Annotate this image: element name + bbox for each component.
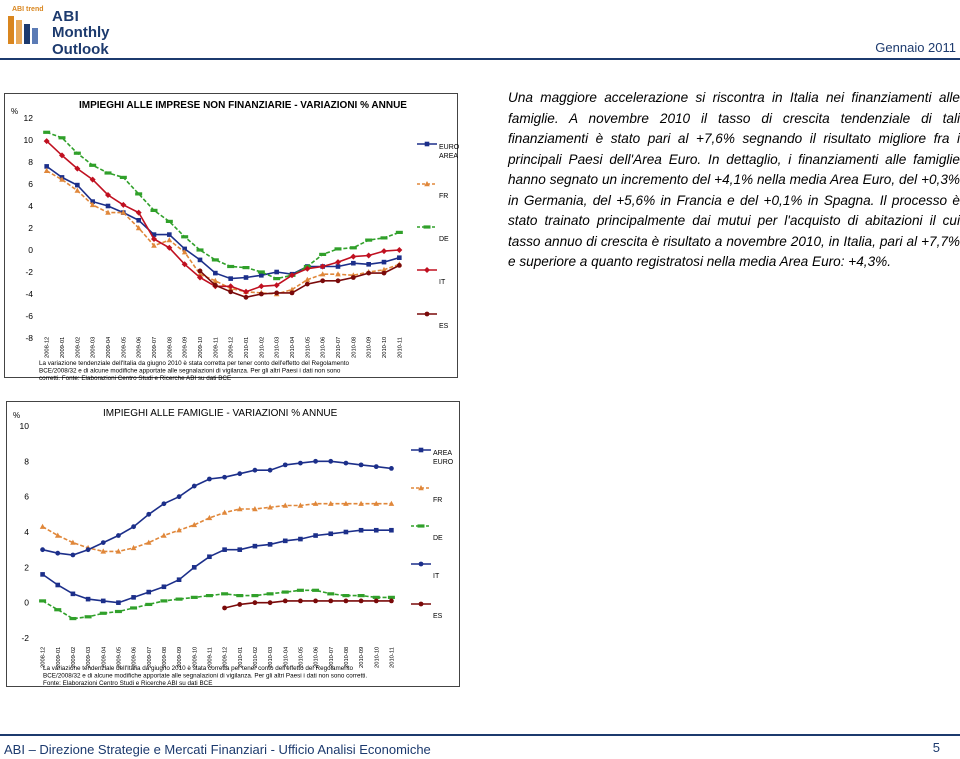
chart-title: IMPIEGHI ALLE FAMIGLIE - VARIAZIONI % ANNUE	[103, 408, 338, 419]
data-point	[115, 610, 122, 613]
data-point	[177, 494, 182, 499]
y-tick-label: 2	[24, 562, 29, 573]
x-tick-label: 2009-02	[70, 646, 77, 668]
data-point	[297, 589, 304, 592]
x-tick-label: 2010-02	[252, 646, 259, 668]
x-tick-label: 2010-05	[305, 336, 312, 358]
series-group	[40, 528, 393, 605]
data-point	[55, 551, 60, 556]
data-point	[228, 276, 233, 281]
data-point	[397, 263, 402, 268]
series-line	[47, 166, 400, 278]
data-point	[389, 466, 394, 471]
series-line	[43, 504, 392, 552]
data-point	[366, 253, 372, 259]
y-tick-label: 2	[28, 223, 33, 233]
data-point	[359, 462, 364, 467]
x-tick-label: 2009-08	[167, 336, 174, 358]
data-point	[198, 269, 203, 274]
data-point	[89, 164, 96, 167]
data-point	[54, 608, 61, 611]
data-point	[43, 131, 50, 134]
x-tick-label: 2010-10	[374, 646, 381, 668]
data-point	[100, 612, 107, 615]
data-point	[221, 592, 228, 595]
y-axis-label: %	[13, 411, 21, 420]
data-point	[167, 237, 173, 242]
chart-famiglie-svg	[7, 402, 459, 686]
data-point	[101, 540, 106, 545]
series-line	[47, 132, 400, 278]
legend-label: EURO	[439, 144, 460, 151]
legend-label: ES	[433, 613, 443, 620]
legend-label: AREA	[433, 450, 453, 457]
data-point	[336, 278, 341, 283]
brand-monthly-outlook-label: Monthly Outlook	[52, 24, 110, 58]
data-point	[59, 136, 66, 139]
y-tick-label: -6	[25, 311, 33, 321]
data-point	[328, 459, 333, 464]
y-tick-label: 4	[28, 201, 33, 211]
data-point	[131, 595, 136, 600]
data-point	[258, 283, 264, 289]
x-tick-label: 2010-03	[274, 336, 281, 358]
x-tick-label: 2009-02	[75, 336, 82, 358]
data-point	[381, 236, 388, 239]
data-point	[116, 533, 121, 538]
brand-abi-label: ABI	[52, 8, 80, 25]
data-point	[327, 592, 334, 595]
x-tick-label: 2009-08	[161, 646, 168, 668]
data-point	[86, 547, 91, 552]
data-point	[358, 594, 365, 597]
chart-note: La variazione tendenziale dell'Italia da giugno 2010 è stata corretta per tener conto dell'effetto del Regolamento BCE/2008/32 e di alcune modifiche apportate alle segnalazioni di vigilanza. Per gli altri Paesi i dati non sono corretti. Fonte: Elaborazioni Centro Studi e Ricerche ABI su dati BCE	[43, 665, 368, 687]
data-point	[267, 592, 274, 595]
series-group	[198, 263, 402, 300]
chart-imprese-svg	[5, 94, 460, 382]
y-tick-label: 0	[28, 245, 33, 255]
data-point	[388, 596, 395, 599]
x-tick-label: 2010-09	[366, 336, 373, 358]
data-point	[146, 590, 151, 595]
legend-label: AREA	[439, 153, 459, 160]
y-tick-label: -2	[21, 633, 29, 643]
data-point	[313, 459, 318, 464]
data-point	[206, 594, 213, 597]
x-tick-label: 2010-11	[397, 337, 404, 358]
data-point	[237, 471, 242, 476]
issue-date: Gennaio 2011	[875, 40, 956, 55]
data-point	[166, 220, 173, 223]
x-tick-label: 2009-10	[192, 646, 199, 668]
x-tick-label: 2009-12	[228, 336, 235, 358]
data-point	[319, 253, 326, 256]
data-point	[253, 600, 258, 605]
data-point	[146, 512, 151, 517]
x-tick-label: 2009-09	[182, 336, 189, 358]
data-point	[268, 468, 273, 473]
data-point	[222, 606, 227, 611]
y-tick-label: 10	[19, 421, 29, 431]
x-tick-label: 2009-07	[146, 646, 153, 668]
data-point	[106, 204, 111, 209]
series-line	[43, 530, 392, 603]
data-point	[71, 592, 76, 597]
series-group	[44, 168, 402, 296]
body-paragraph: Una maggiore accelerazione si riscontra in Italia nei finanziamenti alle famiglie. A novembre 2010 il tasso di crescita tendenziale di tali finanziamenti è stato pari al +7,6% segnando il risultato migliore fra i principali Paesi dell'Area Euro. In dettaglio, i finanziamenti alle famiglie hanno segnato un incremento del +4,1% nella media Area Euro, del +0,3% in Germania, del +5,6% in Francia e del +0,1% in Spagna. Il processo è stato trainato principalmente dai mutui per l'acquisto di abitazioni il cui tasso annuo di crescita è risultato a novembre 2010, in Italia, pari al +7,7% e superiore a quanto registratosi nella media Area Euro: +4,3%.	[508, 90, 960, 269]
series-line	[47, 141, 400, 292]
x-tick-label: 2009-05	[121, 336, 128, 358]
data-point	[282, 590, 289, 593]
data-point	[237, 547, 242, 552]
y-axis-label: %	[11, 107, 19, 116]
data-point	[69, 617, 76, 620]
legend-label: IT	[439, 279, 446, 286]
data-point	[253, 468, 258, 473]
x-tick-label: 2010-11	[389, 647, 396, 668]
data-point	[298, 461, 303, 466]
series-line	[225, 601, 392, 608]
legend-label: FR	[439, 193, 449, 200]
x-tick-label: 2010-08	[351, 336, 358, 358]
data-point	[373, 596, 380, 599]
data-point	[344, 599, 349, 604]
data-point	[162, 501, 167, 506]
x-tick-label: 2010-01	[237, 646, 244, 668]
x-tick-label: 2009-01	[60, 336, 66, 358]
y-tick-label: 6	[28, 179, 33, 189]
data-point	[396, 231, 403, 234]
data-point	[328, 531, 333, 536]
data-point	[198, 258, 203, 263]
footer-divider	[0, 734, 960, 736]
legend-label: IT	[433, 573, 440, 580]
series-line	[43, 590, 392, 618]
y-tick-label: -8	[25, 333, 33, 343]
data-point	[344, 530, 349, 535]
data-point	[274, 291, 279, 296]
data-point	[39, 599, 46, 602]
data-point	[55, 583, 60, 588]
data-point	[381, 248, 387, 254]
x-tick-label: 2010-07	[336, 336, 342, 358]
data-point	[74, 152, 81, 155]
data-point	[313, 533, 318, 538]
y-tick-label: 10	[23, 135, 33, 145]
x-tick-label: 2010-08	[343, 646, 350, 668]
data-point	[283, 462, 288, 467]
data-point	[389, 599, 394, 604]
data-point	[259, 273, 264, 278]
data-point	[397, 255, 402, 260]
data-point	[374, 528, 379, 533]
data-point	[71, 553, 76, 558]
data-point	[359, 599, 364, 604]
y-tick-label: 8	[28, 157, 33, 167]
legend-label: DE	[439, 236, 449, 243]
data-point	[268, 600, 273, 605]
data-point	[40, 547, 45, 552]
data-point	[244, 295, 249, 300]
data-point	[130, 606, 137, 609]
x-tick-label: 2010-02	[259, 336, 266, 358]
x-tick-label: 2010-03	[268, 646, 275, 668]
data-point	[85, 615, 92, 618]
data-point	[167, 232, 172, 237]
data-point	[228, 289, 233, 294]
header-divider	[0, 58, 960, 60]
legend-label: FR	[433, 497, 443, 504]
data-point	[268, 542, 273, 547]
data-point	[160, 599, 167, 602]
y-tick-label: 8	[24, 456, 29, 467]
data-point	[222, 510, 228, 515]
x-tick-label: 2010-06	[320, 336, 327, 358]
data-point	[312, 589, 319, 592]
data-point	[75, 183, 80, 188]
data-point	[283, 599, 288, 604]
data-point	[116, 600, 121, 605]
series-group	[222, 599, 394, 611]
page-number: 5	[932, 740, 940, 755]
data-point	[228, 283, 234, 289]
series-group	[39, 589, 395, 620]
data-point	[342, 594, 349, 597]
data-point	[350, 246, 357, 249]
data-point	[101, 599, 106, 604]
data-point	[162, 584, 167, 589]
series-group	[40, 501, 394, 554]
data-point	[177, 577, 182, 582]
brand-small-label: ABI trend	[12, 6, 44, 13]
data-point	[197, 248, 204, 251]
y-tick-label: -4	[25, 289, 33, 299]
data-point	[396, 247, 402, 253]
data-point	[382, 260, 387, 265]
data-point	[151, 209, 158, 212]
data-point	[120, 176, 127, 179]
data-point	[374, 464, 379, 469]
legend-label: ES	[439, 323, 449, 330]
x-tick-label: 2008-12	[44, 336, 51, 358]
y-tick-label: -2	[25, 267, 33, 277]
data-point	[227, 265, 234, 268]
x-tick-label: 2009-06	[131, 646, 138, 668]
data-point	[251, 594, 258, 597]
data-point	[40, 572, 45, 577]
data-point	[131, 524, 136, 529]
y-tick-label: 6	[24, 491, 29, 502]
x-tick-label: 2010-07	[328, 646, 335, 668]
data-point	[207, 477, 212, 482]
data-point	[145, 603, 152, 606]
data-point	[389, 528, 394, 533]
chart-title: IMPIEGHI ALLE IMPRESE NON FINANZIARIE - VARIAZIONI % ANNUE	[79, 100, 407, 111]
data-point	[258, 270, 265, 273]
x-tick-label: 2010-04	[283, 646, 290, 668]
data-point	[176, 598, 183, 601]
x-tick-label: 2010-01	[244, 336, 250, 358]
data-point	[350, 254, 356, 260]
data-point	[305, 282, 310, 287]
y-tick-label: 4	[24, 527, 29, 537]
data-point	[359, 528, 364, 533]
data-point	[213, 283, 218, 288]
data-point	[40, 524, 46, 529]
data-point	[290, 291, 295, 296]
legend-label: DE	[433, 535, 443, 542]
data-point	[335, 247, 342, 250]
x-tick-label: 2009-04	[101, 646, 108, 668]
data-point	[273, 277, 280, 280]
legend-label: EURO	[433, 459, 454, 466]
data-point	[207, 554, 212, 559]
data-point	[222, 475, 227, 480]
x-tick-label: 2009-07	[152, 336, 158, 358]
data-point	[351, 275, 356, 280]
data-point	[191, 596, 198, 599]
x-tick-label: 2009-11	[213, 337, 220, 358]
data-point	[192, 565, 197, 570]
data-point	[161, 533, 167, 538]
x-tick-label: 2009-10	[198, 336, 204, 358]
data-point	[298, 599, 303, 604]
data-point	[244, 275, 249, 280]
data-point	[274, 270, 279, 275]
x-tick-label: 2010-10	[382, 336, 388, 358]
data-point	[389, 501, 395, 506]
footer-text: ABI – Direzione Strategie e Mercati Finanziari - Ufficio Analisi Economiche	[4, 742, 431, 757]
data-point	[313, 599, 318, 604]
chart-note: La variazione tendenziale dell'Italia da giugno 2010 è stata corretta per tener conto dell'effetto del Regolamento BCE/2008/32 e di alcune modifiche apportate alle segnalazioni di vigilanza. Per gli altri Paesi i dati non sono corretti. Fonte: Elaborazioni Centro Studi e Ricerche ABI su dati BCE	[39, 360, 349, 382]
x-tick-label: 2009-01	[55, 646, 62, 668]
data-point	[259, 292, 264, 297]
x-tick-label: 2010-04	[290, 336, 296, 358]
x-tick-label: 2009-06	[136, 336, 143, 358]
data-point	[212, 258, 219, 261]
data-point	[283, 539, 288, 544]
x-tick-label: 2009-03	[90, 336, 97, 358]
data-point	[366, 262, 371, 267]
chart-famiglie	[6, 401, 460, 687]
x-tick-label: 2010-09	[359, 646, 366, 668]
x-tick-label: 2009-04	[106, 336, 112, 358]
series-group	[40, 459, 394, 557]
chart-imprese	[4, 93, 460, 382]
x-tick-label: 2010-05	[298, 646, 305, 668]
y-tick-label: 0	[24, 597, 29, 608]
data-point	[374, 599, 379, 604]
data-point	[344, 461, 349, 466]
abi-logo	[8, 4, 148, 58]
data-point	[237, 602, 242, 607]
x-tick-label: 2009-05	[116, 646, 123, 668]
data-point	[136, 218, 141, 223]
data-point	[351, 261, 356, 266]
data-point	[382, 271, 387, 276]
data-point	[320, 278, 325, 283]
data-point	[365, 239, 372, 242]
y-tick-label: 12	[23, 113, 33, 123]
x-tick-label: 2009-12	[222, 646, 229, 668]
data-point	[298, 537, 303, 542]
data-point	[236, 594, 243, 597]
data-point	[243, 266, 250, 269]
data-point	[222, 547, 227, 552]
series-group	[44, 138, 403, 295]
data-point	[135, 192, 142, 195]
data-point	[86, 597, 91, 602]
data-point	[366, 271, 371, 276]
x-tick-label: 2008-12	[40, 646, 47, 668]
x-tick-label: 2009-03	[86, 646, 93, 668]
data-point	[181, 235, 188, 238]
data-point	[253, 544, 258, 549]
data-point	[105, 171, 112, 174]
x-tick-label: 2010-06	[313, 646, 320, 668]
data-point	[192, 484, 197, 489]
x-tick-label: 2009-11	[207, 647, 214, 668]
data-point	[328, 599, 333, 604]
x-tick-label: 2009-09	[177, 646, 184, 668]
data-point	[213, 271, 218, 276]
series-line	[43, 461, 392, 555]
